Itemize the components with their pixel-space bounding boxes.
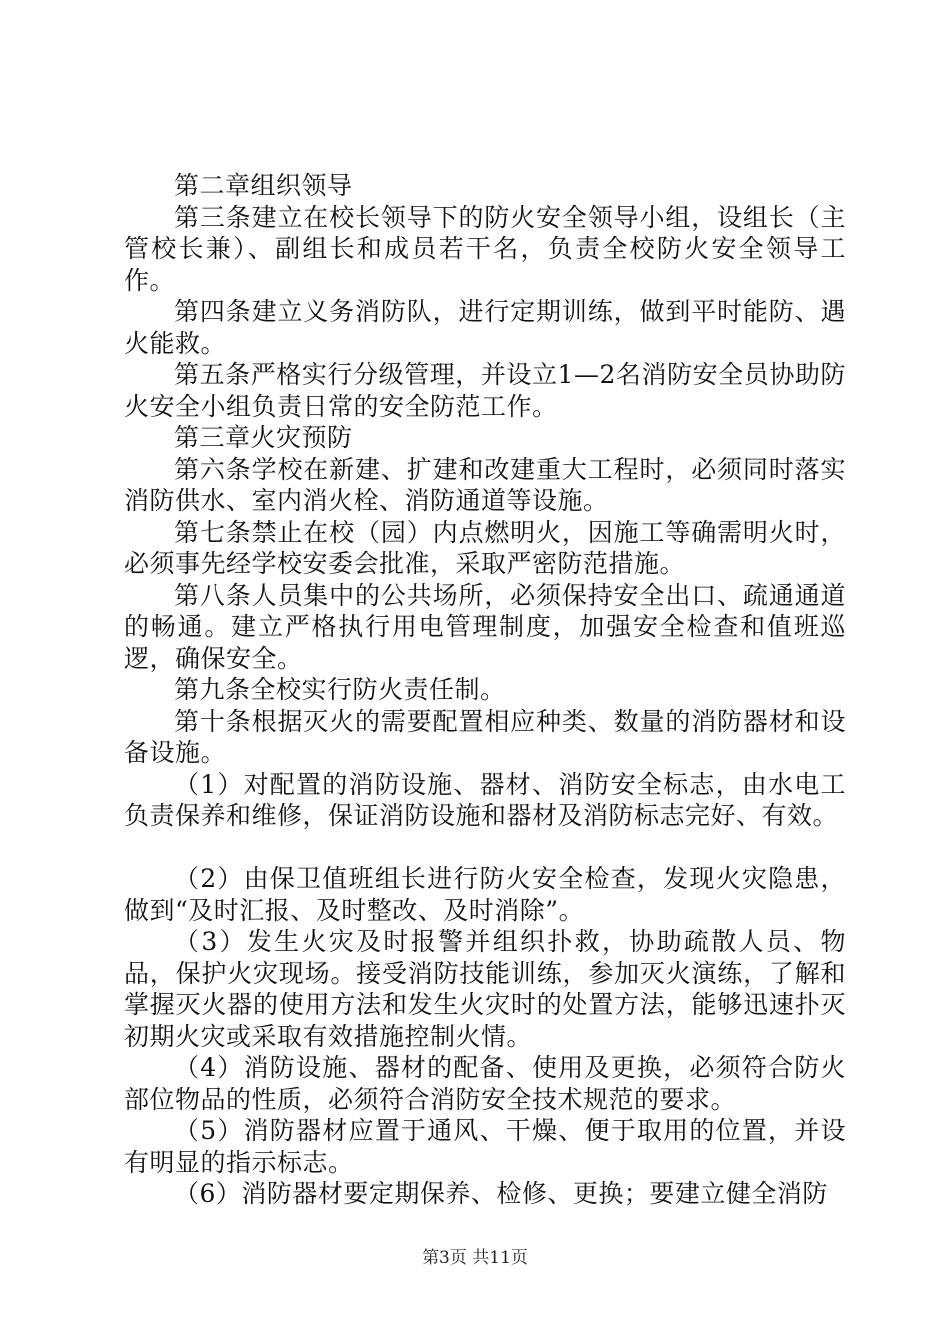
chapter-heading-2: 第二章组织领导 [174, 171, 353, 200]
article-5: 第五条严格实行分级管理，并设立1—2名消防安全员协助防火安全小组负责日常的安全防范工作。 [124, 360, 846, 421]
chapter-heading-3: 第三章火灾预防 [174, 423, 353, 452]
article-6: 第六条学校在新建、扩建和改建重大工程时，必须同时落实消防供水、室内消火栓、消防通道等设施。 [124, 454, 846, 515]
page-number-footer: 第3页 共11页 [422, 1248, 528, 1268]
item-4: （4）消防设施、器材的配备、使用及更换，必须符合防火部位物品的性质，必须符合消防安全技术规范的要求。 [124, 1053, 846, 1114]
article-7: 第七条禁止在校（园）内点燃明火，因施工等确需明火时，必须事先经学校安委会批准，采取严密防范措施。 [124, 517, 846, 578]
item-3: （3）发生火灾及时报警并组织扑救，协助疏散人员、物品，保护火灾现场。接受消防技能训练，参加灭火演练，了解和掌握灭火器的使用方法和发生火灾时的处置方法，能够迅速扑灭初期火灾或采取有效措施控制火情。 [124, 927, 846, 1051]
article-10: 第十条根据灭火的需要配置相应种类、数量的消防器材和设备设施。 [124, 706, 846, 767]
item-6: （6）消防器材要定期保养、检修、更换；要建立健全消防 [174, 1179, 828, 1208]
article-8: 第八条人员集中的公共场所，必须保持安全出口、疏通通道的畅通。建立严格执行用电管理制度，加强安全检查和值班巡逻，确保安全。 [124, 580, 846, 673]
article-4: 第四条建立义务消防队，进行定期训练，做到平时能防、遇火能救。 [124, 297, 846, 358]
item-1: （1）对配置的消防设施、器材、消防安全标志，由水电工负责保养和维修，保证消防设施和器材及消防标志完好、有效。 [124, 769, 846, 830]
item-5: （5）消防器材应置于通风、干燥、便于取用的位置，并设有明显的指示标志。 [124, 1116, 846, 1177]
article-9: 第九条全校实行防火责任制。 [174, 675, 506, 704]
document-body [124, 170, 846, 1210]
article-3: 第三条建立在校长领导下的防火安全领导小组，设组长（主管校长兼）、副组长和成员若干名，负责全校防火安全领导工作。 [124, 202, 846, 295]
item-2: （2）由保卫值班组长进行防火安全检查，发现火灾隐患，做到“及时汇报、及时整改、及时消除”。 [124, 864, 846, 925]
